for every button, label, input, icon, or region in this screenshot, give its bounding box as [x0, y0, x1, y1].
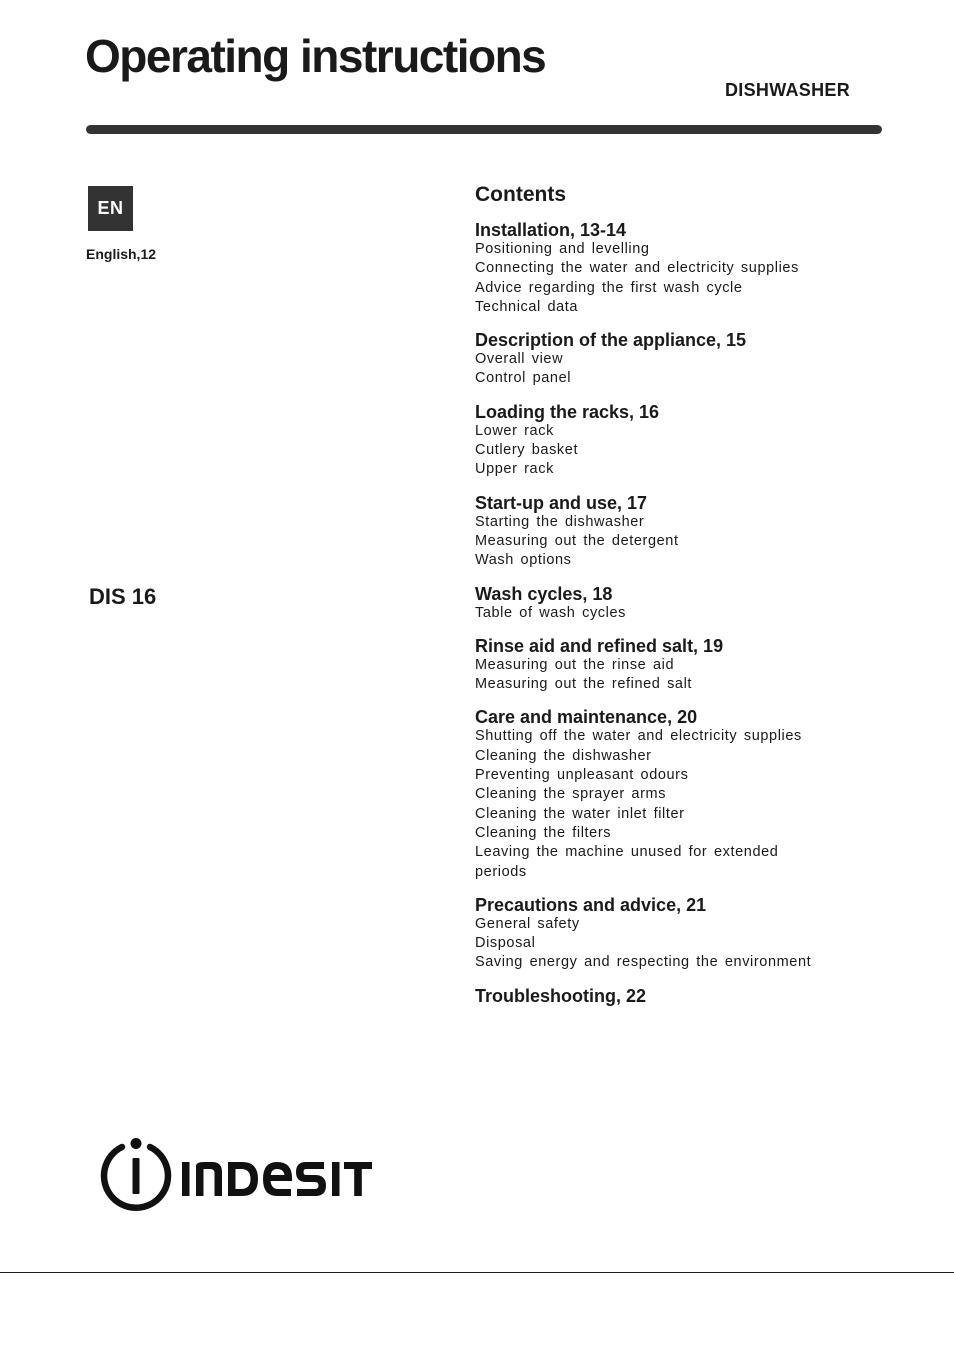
- indesit-logo-icon: [100, 1138, 380, 1214]
- contents-section: [475, 493, 855, 571]
- header-divider: [86, 125, 882, 134]
- section-item: Cleaning the water inlet filter: [475, 805, 685, 822]
- section-title: Installation, 13-14: [475, 220, 627, 240]
- section-title: Precautions and advice, 21: [475, 894, 707, 915]
- contents-section: [475, 895, 855, 973]
- contents-section: [475, 330, 855, 389]
- section-item: Measuring out the detergent: [475, 532, 679, 549]
- section-item: Measuring out the refined salt: [475, 676, 693, 693]
- section-item: Saving energy and respecting the environment: [475, 954, 812, 971]
- section-item: Cutlery basket: [475, 442, 579, 459]
- section-item: Cleaning the dishwasher: [475, 747, 652, 764]
- section-item: Wash options: [475, 552, 572, 569]
- section-item: Overall view: [475, 351, 564, 368]
- section-item: Positioning and levelling: [475, 241, 650, 257]
- contents-heading: Contents: [475, 183, 566, 206]
- logo-dot-shape: [131, 1138, 142, 1149]
- section-item: Lower rack: [475, 422, 554, 439]
- section-item: Starting the dishwasher: [475, 513, 645, 530]
- section-title: Loading the racks, 16: [475, 401, 660, 422]
- logo-wordmark-shapes: [182, 1162, 372, 1196]
- contents-section: [475, 402, 855, 480]
- section-title: Care and maintenance, 20: [475, 707, 698, 728]
- product-type-label: DISHWASHER: [724, 80, 850, 100]
- section-item: Upper rack: [475, 461, 554, 478]
- contents-section: [475, 707, 855, 881]
- contents-sections: [475, 220, 855, 1006]
- model-number: DIS 16: [89, 584, 157, 609]
- section-item: Technical data: [475, 298, 579, 315]
- language-page-reference: English,12: [86, 246, 157, 262]
- contents-section: [475, 220, 855, 317]
- section-item: Disposal: [475, 935, 536, 952]
- section-title: Description of the appliance, 15: [475, 330, 747, 351]
- section-item: General safety: [475, 915, 580, 932]
- logo-stem-shape: [133, 1158, 140, 1194]
- section-item: Connecting the water and electricity supplies: [475, 260, 799, 277]
- contents-section: [475, 636, 855, 695]
- section-item: Cleaning the filters: [475, 824, 612, 841]
- section-item: periods: [475, 863, 527, 880]
- section-title: Wash cycles, 18: [475, 583, 613, 604]
- section-item: Table of wash cycles: [475, 604, 626, 621]
- footer-divider: [0, 1272, 954, 1273]
- section-item: Measuring out the rinse aid: [475, 656, 675, 673]
- section-item: Leaving the machine unused for extended: [475, 844, 779, 861]
- contents-section: [475, 584, 855, 623]
- section-item: Preventing unpleasant odours: [475, 767, 689, 784]
- section-title: Rinse aid and refined salt, 19: [475, 635, 724, 656]
- section-title: Troubleshooting, 22: [475, 985, 647, 1006]
- section-item: Control panel: [475, 370, 572, 387]
- table-of-contents: [475, 180, 855, 1019]
- section-title: Start-up and use, 17: [475, 492, 648, 513]
- language-badge: EN: [88, 186, 133, 231]
- section-item: Shutting off the water and electricity supplies: [475, 728, 802, 745]
- contents-section: [475, 986, 855, 1006]
- document-title: Operating instructions: [85, 30, 546, 82]
- section-item: Advice regarding the first wash cycle: [475, 279, 743, 296]
- section-item: Cleaning the sprayer arms: [475, 786, 667, 803]
